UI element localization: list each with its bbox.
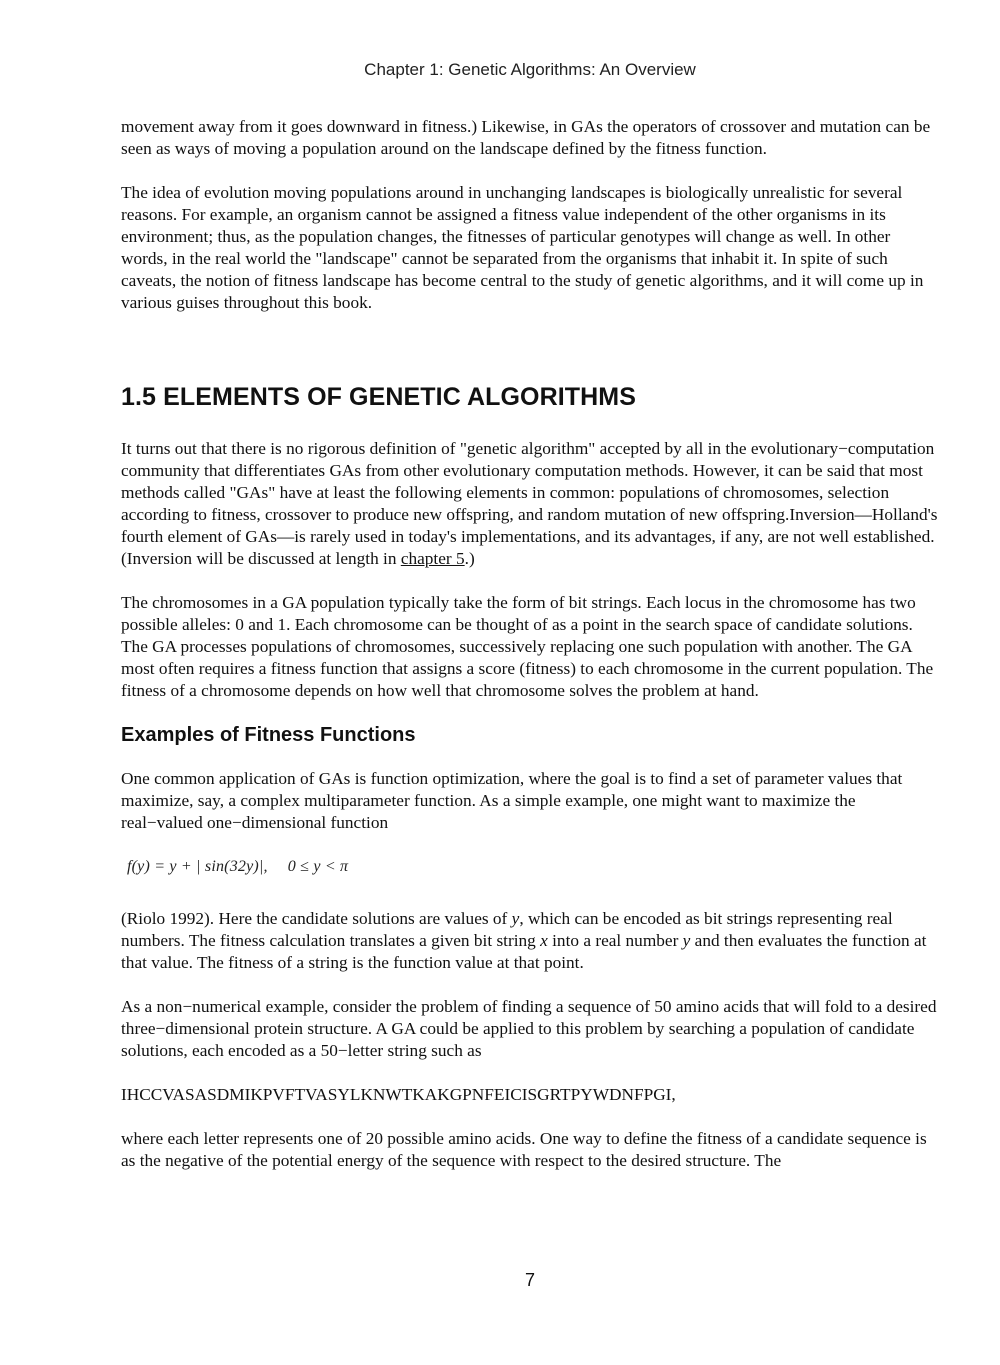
paragraph-ga-definition — [121, 438, 941, 570]
subsection-heading: Examples of Fitness Functions — [121, 724, 416, 746]
paragraph-fitness-definition: where each letter represents one of 20 possible amino acids. One way to define the fitness of a candidate sequence is as the negative of the potential energy of the sequence with respect to the desired structure. The — [121, 1129, 927, 1170]
formula-main: f(y) = y + | sin(32y)|, — [127, 858, 268, 875]
running-header: Chapter 1: Genetic Algorithms: An Overview — [364, 60, 696, 79]
riolo-text-c: into a real number — [547, 931, 683, 950]
chapter-5-link[interactable]: chapter 5 — [400, 549, 465, 568]
variable-y: y — [511, 909, 520, 928]
paragraph-function-optimization: One common application of GAs is function optimization, where the goal is to find a set of parameter values that maximize, say, a complex multiparameter function. As a simple example, one might want to maximize the real−valued one−dimensional function — [121, 769, 903, 832]
page-number: 7 — [524, 1270, 535, 1290]
paragraph-chromosomes: The chromosomes in a GA population typically take the form of bit strings. Each locus in the chromosome has two possible alleles: 0 and 1. Each chromosome can be thought of as a point in the search space of candidate solutions. The GA processes populations of chromosomes, successively replacing one such population with another. The GA most often requires a fitness function that assigns a score (fitness) to each chromosome in the current population. The fitness of a chromosome depends on how well that chromosome solves the problem at hand. — [121, 593, 934, 700]
paragraph-riolo-example — [121, 908, 941, 974]
paragraph-landscape-caveats: The idea of evolution moving populations around in unchanging landscapes is biologically unrealistic for several reasons. For example, an organism cannot be assigned a fitness value independent of the other organisms in its environment; thus, as the population changes, the fitnesses of particular genotypes will change as well. In other words, in the real world the "landscape" cannot be separated from the organisms that inhabit it. In spite of such caveats, the notion of fitness landscape has become central to the study of genetic algorithms, and it will come up in various guises throughout this book. — [121, 183, 924, 312]
paragraph-ga-definition-text: It turns out that there is no rigorous definition of "genetic algorithm" accepted by all in the evolutionary−computation community that differentiates GAs from other evolutionary computation methods. However, it can be said that most methods called "GAs" have at least the following elements in common: populations of chromosomes, selection according to fitness, crossover to produce new offspring, and random mutation of new offspring.Inversion—Holland's fourth element of GAs—is rarely used in today's implementations, and its advantages, if any, are not well established. (Inversion will be discussed at length in — [121, 439, 938, 568]
section-heading: 1.5 ELEMENTS OF GENETIC ALGORITHMS — [121, 383, 637, 411]
amino-acid-sequence: IHCCVASASDMIKPVFTVASYLKNWTKAKGPNFEICISGRTPYWDNFPGI, — [121, 1085, 676, 1104]
fitness-formula — [127, 856, 941, 886]
paragraph-landscape-continuation: movement away from it goes downward in fitness.) Likewise, in GAs the operators of crossover and mutation can be seen as ways of moving a population around on the landscape defined by the fitness function. — [121, 117, 931, 158]
riolo-text-b: , which can be encoded as bit strings representing real numbers. The fitness calculation translates a given bit string — [121, 909, 893, 950]
formula-domain: 0 ≤ y < π — [287, 858, 349, 875]
page-content — [121, 116, 941, 1194]
riolo-text-d: and then evaluates the function at that value. The fitness of a string is the function value at that point. — [121, 931, 927, 972]
variable-y-second: y — [682, 931, 691, 950]
riolo-text-a: (Riolo 1992). Here the candidate solutions are values of — [121, 909, 512, 928]
paragraph-protein-example: As a non−numerical example, consider the problem of finding a sequence of 50 amino acids that will fold to a desired three−dimensional protein structure. A GA could be applied to this problem by searching a population of candidate solutions, each encoded as a 50−letter string such as — [121, 997, 937, 1060]
paragraph-ga-definition-end: .) — [464, 549, 475, 568]
variable-x: x — [540, 931, 548, 950]
